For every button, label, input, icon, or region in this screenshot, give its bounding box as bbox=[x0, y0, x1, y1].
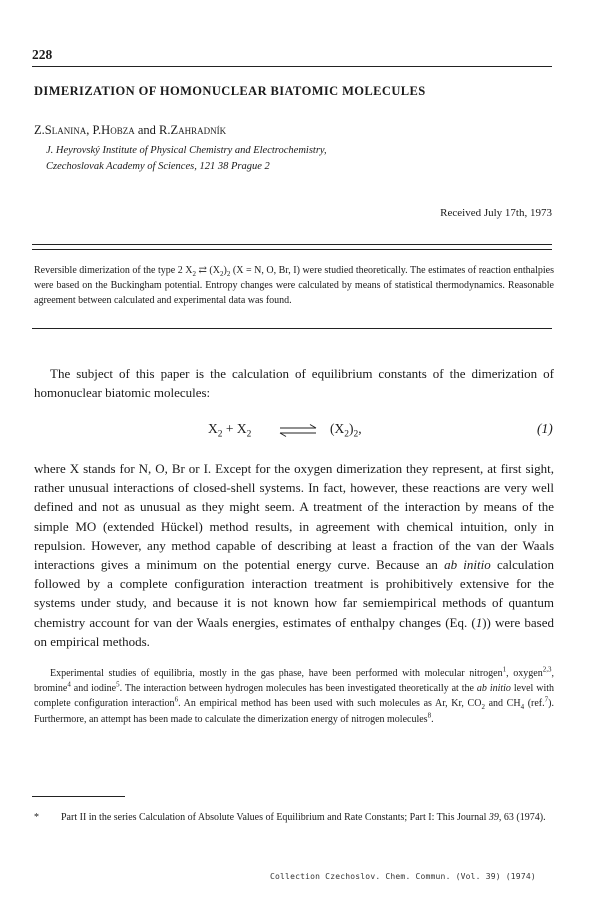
intro-paragraph: The subject of this paper is the calculation of equilibrium constants of the dimerization of homonuclear biatomic molecules: bbox=[34, 366, 554, 400]
abstract: Reversible dimerization of the type 2 $X_2$ ⇄ $(X_2)_2$ (X = N, O, Br, I) were studied theoretically. The estimates of reaction enthalpies were based on the Buckingham potential. Entropy changes were calculated by means of statistical thermodynamics. Reasonable agreement between calculated and experimental data was found. bbox=[34, 265, 554, 306]
author-initial: P. bbox=[92, 123, 102, 137]
page-number: 228 bbox=[32, 47, 53, 62]
author-name: Slanina bbox=[44, 123, 87, 137]
abstract-top-rule-2 bbox=[32, 249, 552, 250]
footnote-marker: * bbox=[34, 812, 39, 823]
journal-footer: Collection Czechoslov. Chem. Commun. (Vol. 39) (1974) bbox=[270, 872, 536, 881]
footnote: * Part II in the series Calculation of Absolute Values of Equilibrium and Rate Constants; Part I: This Journal 39, 63 (1974). bbox=[34, 812, 546, 823]
affiliation-line: J. Heyrovský Institute of Physical Chemistry and Electrochemistry, bbox=[46, 145, 327, 156]
author-initial: Z. bbox=[34, 123, 45, 137]
footnote-rule bbox=[32, 796, 125, 797]
abstract-bottom-rule bbox=[32, 328, 552, 329]
author-list: Z.Slanina, P.Hobza and R.Zahradník bbox=[34, 123, 227, 137]
article-title: DIMERIZATION OF HOMONUCLEAR BIATOMIC MOLECULES bbox=[34, 84, 426, 98]
affiliation bbox=[46, 143, 327, 175]
equilibrium-arrow-icon bbox=[278, 423, 318, 437]
small-print-paragraph: Experimental studies of equilibria, mostly in the gas phase, have been performed with molecular nitrogen$^1$, oxygen$^{2,3}$, bromine$^4$ and iodine$^5$. The interaction between hydrogen molecules has been investigated theoretically at the ab initio level with complete configuration interaction$^6$. An empirical method has been used with such molecules as Ar, Kr, $CO_2$ and $CH_4$ (ref.$^7$). Furthermore, an attempt has been made to calculate the dimerization energy of nitrogen molecules$^8$. bbox=[34, 665, 554, 725]
affiliation-line: Czechoslovak Academy of Sciences, 121 38 Prague 2 bbox=[46, 161, 270, 172]
equation-lhs: $X_2 + X_2$ bbox=[208, 421, 252, 440]
header-rule bbox=[32, 66, 552, 67]
equation-1 bbox=[0, 421, 600, 443]
received-date: Received July 17th, 1973 bbox=[440, 207, 552, 219]
equation-rhs: $(X_2)_2$, bbox=[330, 421, 362, 440]
equation-number: (1) bbox=[537, 421, 553, 436]
author-name: Zahradník bbox=[170, 123, 227, 137]
main-paragraph: where X stands for N, O, Br or I. Except for the oxygen dimerization they represent, at first sight, rather unusual interactions of closed-shell systems. In fact, however, these reactions are very well defined and not as unusual as they might seem. A treatment of the interaction by means of the simple MO (extended Hückel) method results, in agreement with chemical intuition, only in repulsion. However, any method capable of describing at least a fraction of the van der Waals interactions gives a minimum on the potential energy curve. Because an ab initio calculation followed by a complete configuration interaction treatment is prohibitively extensive for the systems under study, and because it is not known how far semiempirical methods of quantum chemistry account for van der Waals energies, estimates of enthalpy changes (Eq. (1)) were based on empirical methods. bbox=[34, 461, 554, 649]
author-initial: R. bbox=[159, 123, 171, 137]
author-conjunction: and bbox=[137, 123, 156, 137]
author-name: Hobza bbox=[101, 123, 135, 137]
abstract-top-rule bbox=[32, 244, 552, 245]
